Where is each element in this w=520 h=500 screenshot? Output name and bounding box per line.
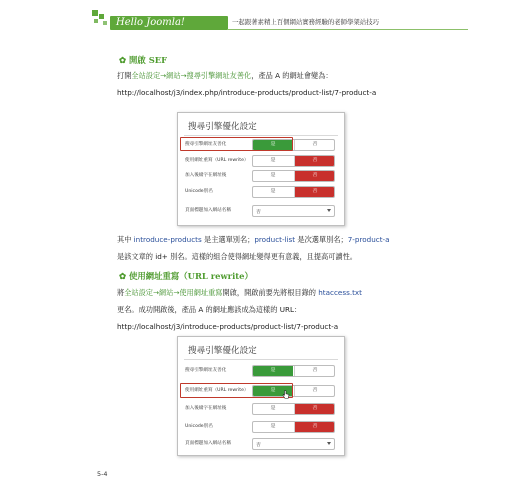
- htaccess-filename: htaccess.txt: [318, 288, 363, 297]
- toggle-yes-button[interactable]: 是: [270, 158, 276, 163]
- chevron-down-icon: [327, 209, 331, 212]
- header-rule: [228, 29, 468, 30]
- setting-label: 加入後綴字在網址後: [185, 173, 227, 178]
- select-value: 否: [256, 210, 261, 215]
- toggle-no-button[interactable]: 否: [294, 404, 335, 414]
- setting-label: 使用網址重寫（URL rewrite）: [185, 158, 249, 163]
- site-name-select[interactable]: [252, 205, 335, 217]
- toggle-yes-button[interactable]: 是: [270, 424, 276, 429]
- setting-label: 使用網址重寫（URL rewrite）: [185, 388, 249, 393]
- section1-heading: ✿ 開啟 SEF: [119, 55, 168, 65]
- yes-no-toggle[interactable]: [252, 365, 335, 377]
- middle-paragraph: 其中 introduce-products 是主選單別名；product-list 是次選單別名；7-product-a 是該文章的 id+ 別名。這樣的組合使得網址變得更有意義，且提高可讀性。: [117, 235, 390, 261]
- page-number: 5-4: [97, 470, 108, 478]
- toggle-no-button[interactable]: 否: [294, 140, 335, 150]
- toggle-no-button[interactable]: 否: [294, 386, 335, 396]
- toggle-no-button[interactable]: 否: [294, 366, 335, 376]
- seo-settings-panel-1: [177, 112, 345, 226]
- setting-row: [182, 155, 338, 166]
- section1-paragraph: 打開全站設定→網站→搜尋引擎網址友善化，產品 A 的網址會變為： http://localhost/j3/index.php/introduce-products/product-list/7-product-a: [117, 67, 376, 101]
- yes-no-toggle[interactable]: [252, 170, 335, 182]
- setting-row: [182, 421, 338, 432]
- toggle-yes-button[interactable]: 是: [270, 406, 276, 411]
- panel-title: 搜尋引擎優化設定: [188, 346, 257, 356]
- setting-row: [182, 365, 338, 376]
- yes-no-toggle[interactable]: [252, 186, 335, 198]
- gear-bullet-icon: ✿: [119, 55, 127, 65]
- section2-url: http://localhost/j3/introduce-products/product-list/7-product-a: [117, 322, 339, 331]
- toggle-no-button[interactable]: 否: [294, 187, 335, 197]
- yes-no-toggle[interactable]: [252, 155, 335, 167]
- highlight-box: [180, 383, 293, 398]
- chevron-down-icon: [327, 442, 331, 445]
- toggle-no-button[interactable]: 否: [294, 422, 335, 432]
- toggle-yes-button[interactable]: 是: [253, 366, 293, 376]
- panel-title: 搜尋引擎優化設定: [188, 122, 257, 132]
- gear-bullet-icon: ✿: [119, 271, 127, 281]
- toggle-yes-button[interactable]: 是: [270, 173, 276, 178]
- setting-label: 頁面標題加入網站名稱: [185, 441, 231, 446]
- setting-row: [182, 186, 338, 197]
- site-name-select[interactable]: [252, 438, 335, 450]
- section2-paragraph: 將全站設定→網站→使用網址重寫開啟，開啟前要先將根目錄的 htaccess.txt 更名。成功開啟後，產品 A 的網址應該成為這樣的 URL： http://localhost/j3/introduce-products/product-list/7-product-a: [117, 284, 362, 335]
- setting-label: 加入後綴字在網址後: [185, 406, 227, 411]
- setting-row-select: [182, 205, 338, 216]
- panel-divider: [184, 135, 338, 136]
- setting-label: 搜尋引擎網址友善化: [185, 142, 227, 147]
- section2-heading: ✿ 使用網址重寫（URL rewrite）: [119, 271, 253, 281]
- hand-cursor-icon: [282, 390, 290, 399]
- setting-row: [182, 403, 338, 414]
- toggle-no-button[interactable]: 否: [294, 171, 335, 181]
- brand-title: Hello Joomla!: [116, 17, 185, 28]
- toggle-yes-button[interactable]: 是: [253, 140, 293, 150]
- toggle-yes-button[interactable]: 是: [270, 189, 276, 194]
- setting-row-select: [182, 438, 338, 449]
- settings-path: 全站設定→網站→搜尋引擎網址友善化: [131, 71, 252, 80]
- toggle-yes-button[interactable]: 是: [253, 386, 293, 396]
- highlight-box: [180, 137, 293, 151]
- setting-label: Unicode別名: [185, 189, 213, 194]
- yes-no-toggle[interactable]: [252, 403, 335, 415]
- seo-settings-panel-2: [177, 336, 345, 456]
- header-subtitle: 一起跟著素精上百個網站實務經驗的老師學架站技巧: [232, 18, 379, 26]
- toggle-no-button[interactable]: 否: [294, 156, 335, 166]
- select-value: 否: [256, 443, 261, 448]
- setting-label: 頁面標題加入網站名稱: [185, 208, 231, 213]
- panel-divider: [184, 359, 338, 360]
- setting-row: [182, 170, 338, 181]
- setting-label: Unicode別名: [185, 424, 213, 429]
- setting-label: 搜尋引擎網址友善化: [185, 368, 227, 373]
- section1-url: http://localhost/j3/index.php/introduce-products/product-list/7-product-a: [117, 88, 377, 97]
- yes-no-toggle[interactable]: [252, 421, 335, 433]
- settings-path: 全站設定→網站→使用網址重寫: [124, 288, 223, 297]
